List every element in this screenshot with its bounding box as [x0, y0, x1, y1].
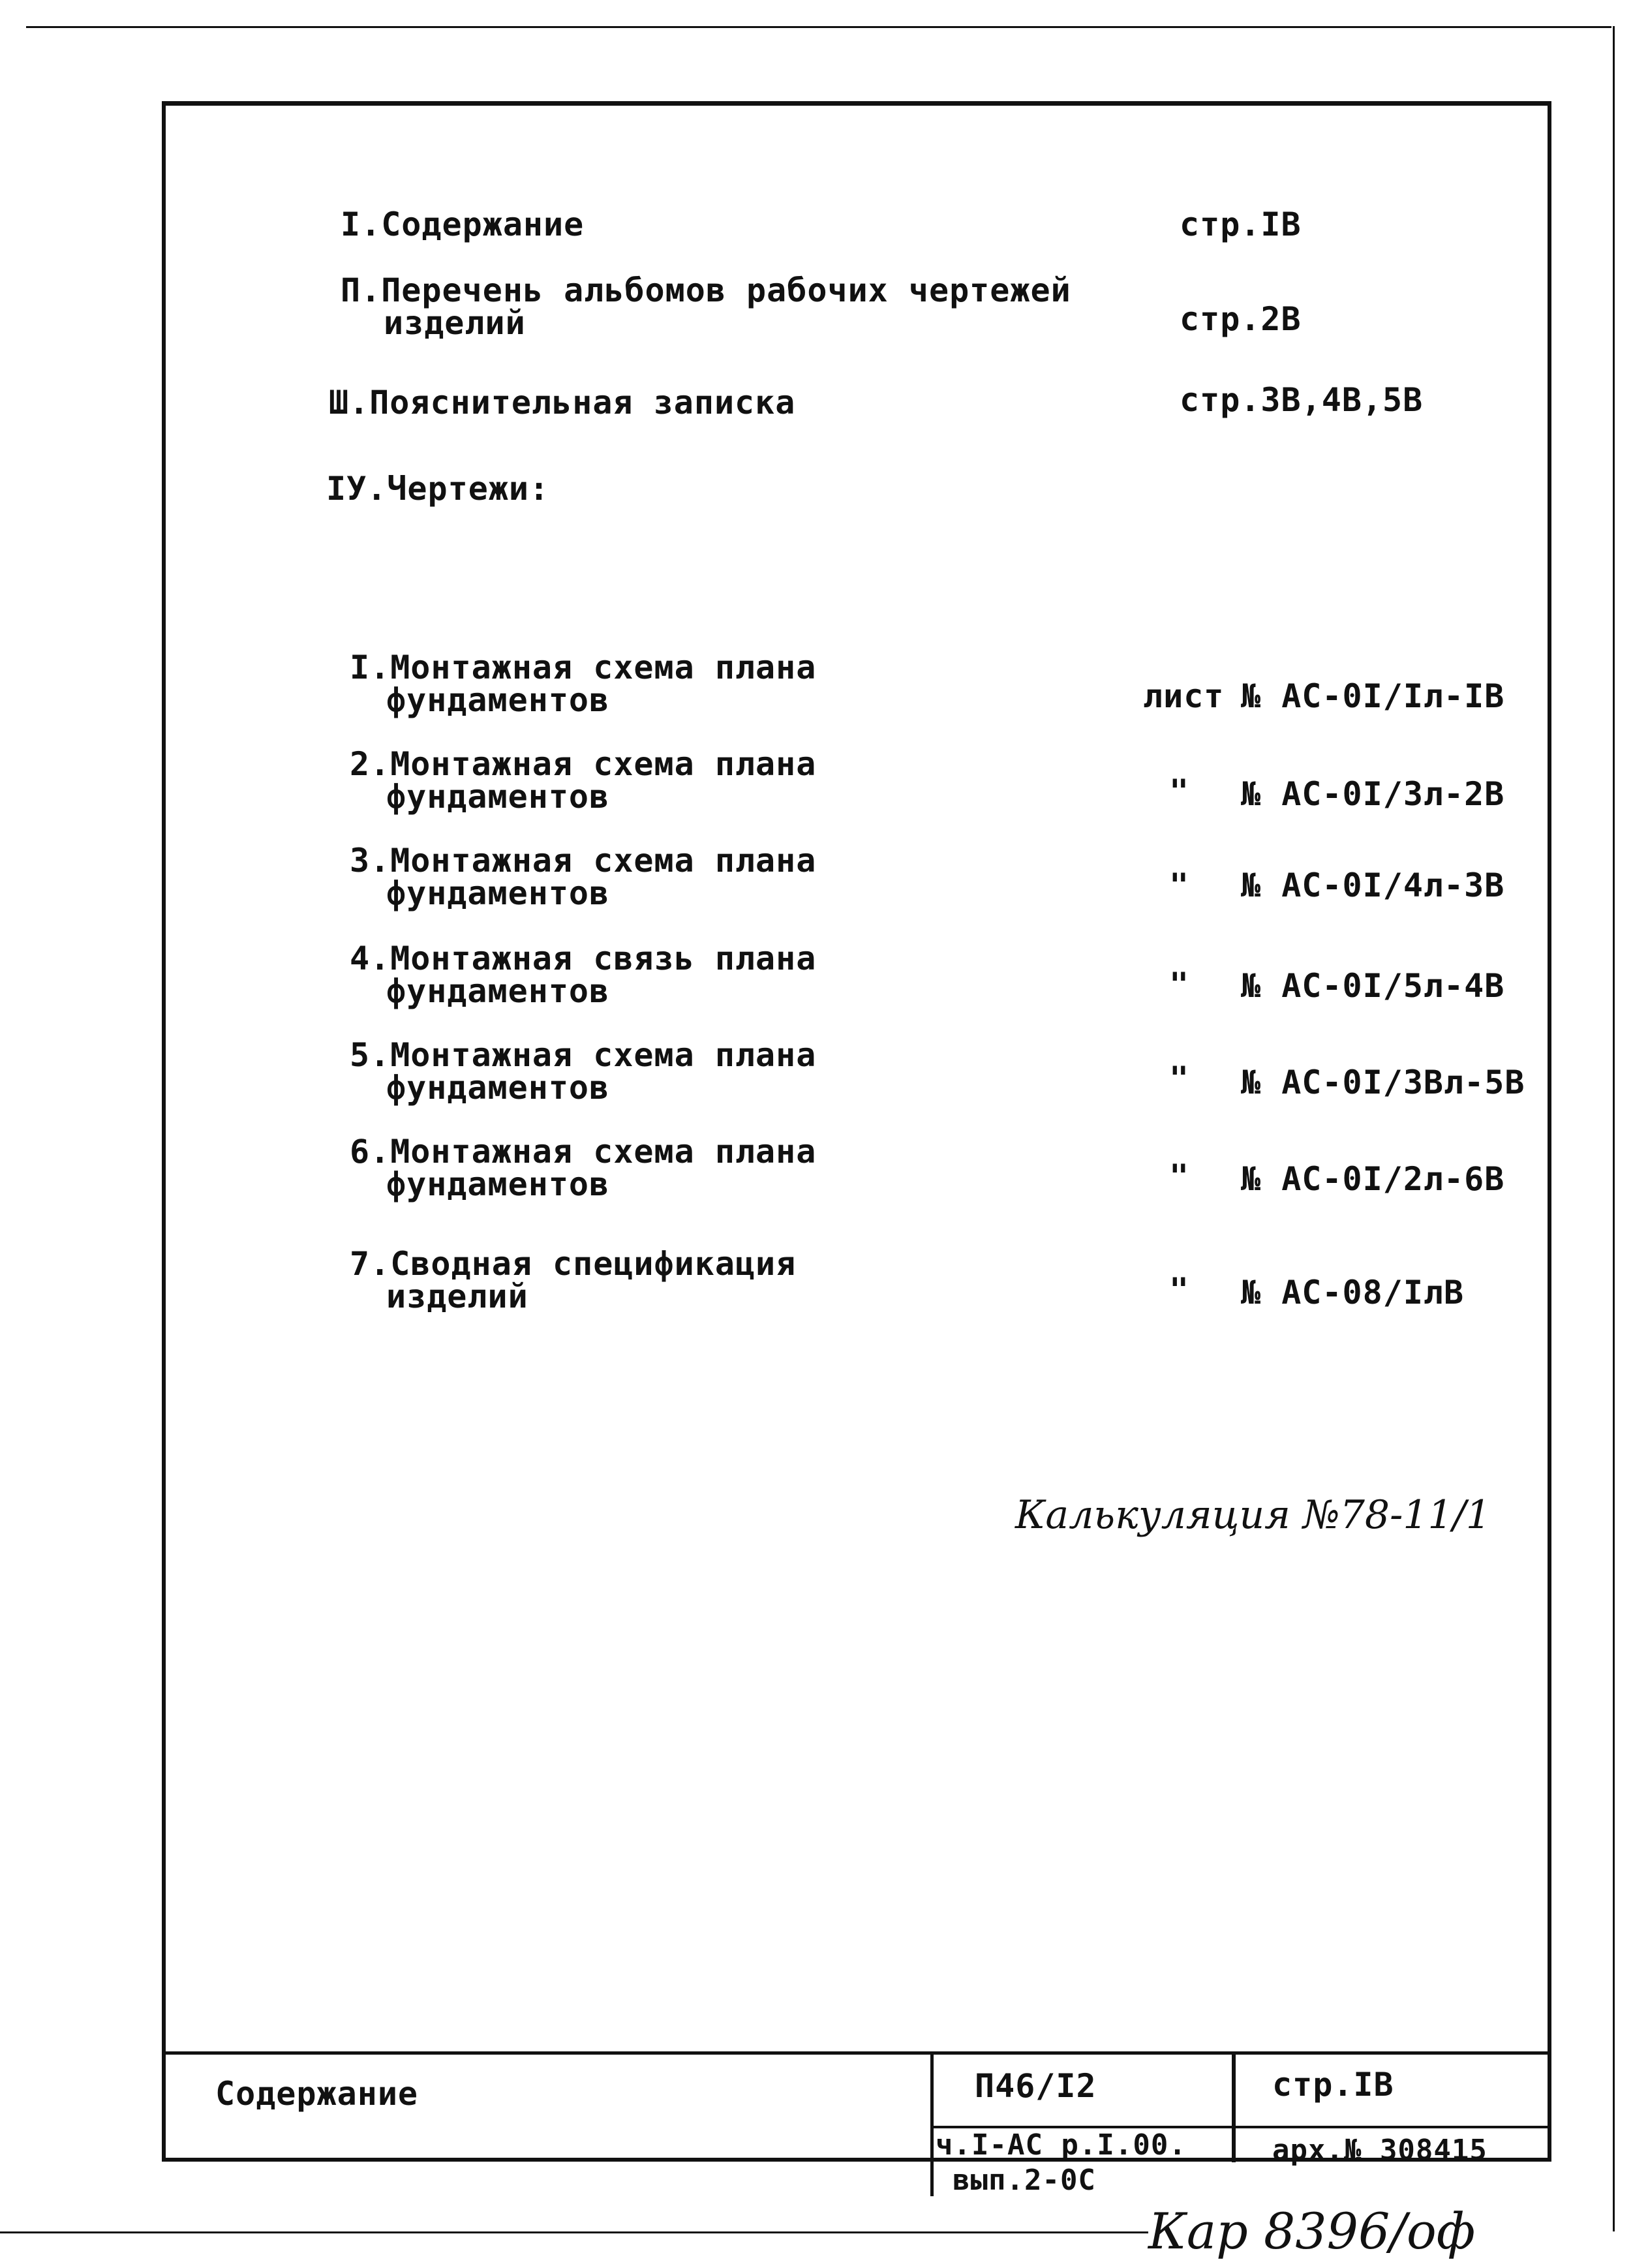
toc-item-1-title: I.Содержание [341, 206, 585, 243]
drawing-4-title-line1: 4.Монтажная связь плана [350, 940, 817, 977]
drawing-3-prefix: " [1169, 866, 1190, 904]
drawing-5-title-line1: 5.Монтажная схема плана [350, 1036, 817, 1074]
title-block-archive: арх.№ 308415 [1272, 2134, 1488, 2167]
title-block-issue: вып.2-0С [953, 2164, 1096, 2197]
toc-item-2-title-line2: изделий [384, 304, 526, 342]
toc-item-3-page: стр.3В,4В,5В [1180, 381, 1424, 419]
drawing-1-title-line2: фундаментов [386, 681, 610, 719]
drawing-2-title-line1: 2.Монтажная схема плана [350, 745, 817, 783]
title-block-code: П46/I2 [975, 2067, 1097, 2105]
drawing-6-title-line1: 6.Монтажная схема плана [350, 1133, 817, 1171]
outer-right-rule [1613, 26, 1615, 2231]
drawing-6-title-line2: фундаментов [386, 1165, 610, 1203]
drawing-4-title-line2: фундаментов [386, 972, 610, 1010]
drawing-7-title-line1: 7.Сводная спецификация [350, 1245, 797, 1283]
drawing-7-title-line2: изделий [386, 1278, 528, 1315]
title-block-part: ч.I-АС р.I.00. [936, 2128, 1187, 2162]
calculation-note: Калькуляция №78-11/1 [1015, 1492, 1491, 1538]
drawing-5-prefix: " [1169, 1060, 1190, 1097]
drawing-6-prefix: " [1169, 1157, 1190, 1195]
toc-item-2-page: стр.2В [1180, 300, 1302, 338]
drawing-7-ref: № АС-08/IлВ [1241, 1274, 1465, 1311]
title-block-page: стр.IВ [1272, 2066, 1394, 2104]
drawing-3-ref: № АС-0I/4л-3В [1241, 866, 1505, 904]
drawing-7-prefix: " [1169, 1271, 1190, 1309]
handwritten-inventory-number: Кар 8396/оф [1148, 2202, 1476, 2260]
outer-bottom-rule [0, 2231, 1148, 2233]
drawing-2-title-line2: фундаментов [386, 778, 610, 816]
drawing-6-ref: № АС-0I/2л-6В [1241, 1160, 1505, 1198]
drawing-3-title-line2: фундаментов [386, 874, 610, 912]
drawing-3-title-line1: 3.Монтажная схема плана [350, 842, 817, 880]
drawing-5-ref: № АС-0I/3Вл-5В [1241, 1064, 1525, 1101]
drawing-5-title-line2: фундаментов [386, 1069, 610, 1107]
drawing-2-ref: № АС-0I/3л-2В [1241, 775, 1505, 813]
drawing-2-prefix: " [1169, 773, 1190, 810]
toc-item-4-title: IУ.Чертежи: [326, 470, 550, 508]
drawing-4-prefix: " [1169, 966, 1190, 1004]
drawing-1-prefix: лист [1143, 677, 1225, 715]
title-block-name: Содержание [215, 2075, 419, 2113]
drawing-1-title-line1: I.Монтажная схема плана [350, 649, 817, 686]
toc-item-2-title-line1: П.Перечень альбомов рабочих чертежей [341, 271, 1071, 309]
toc-item-3-title: Ш.Пояснительная записка [329, 384, 796, 421]
outer-top-rule [26, 26, 1611, 28]
drawing-4-ref: № АС-0I/5л-4В [1241, 967, 1505, 1005]
drawing-1-ref: № АС-0I/Iл-IВ [1241, 677, 1505, 715]
toc-item-1-page: стр.IВ [1180, 206, 1302, 243]
